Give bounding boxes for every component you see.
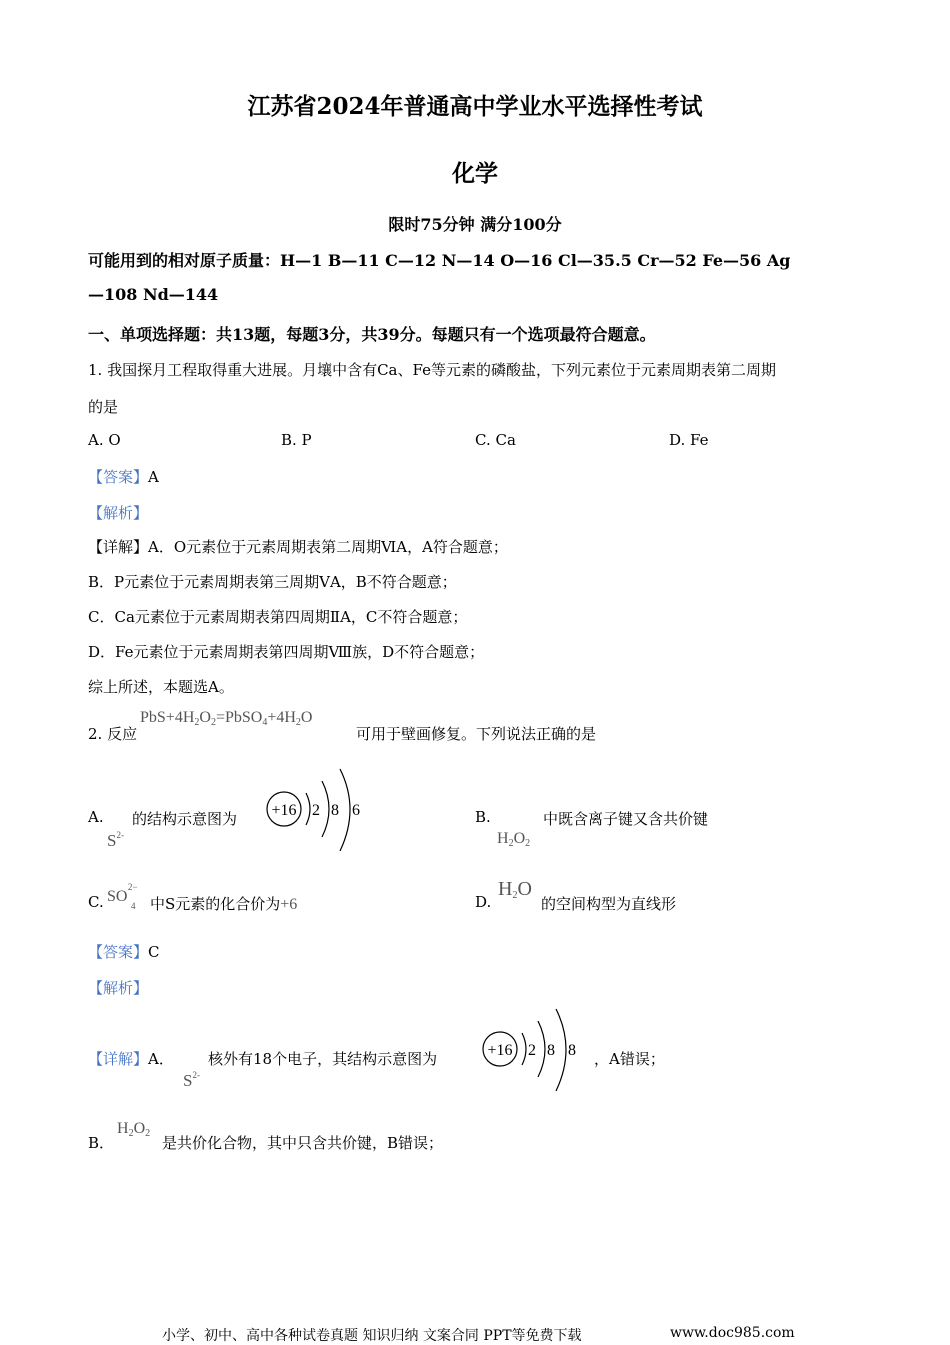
- equation-sub: 2: [295, 717, 301, 728]
- shell-arc-2: [538, 1021, 545, 1077]
- atomic-masses-line1: 可能用到的相对原子质量：H—1 B—11 C—12 N—14 O—16 Cl—35.5 Cr—52 Fe—56 Ag: [88, 251, 791, 270]
- q1-option-a: A. O: [88, 431, 121, 449]
- q1-answer: [88, 466, 159, 487]
- q1-option-d: D. Fe: [669, 431, 709, 449]
- h2o2-sub: 2: [145, 1128, 151, 1139]
- q1-option-b: B. P: [281, 431, 312, 449]
- equation-sub: 2: [194, 717, 200, 728]
- q1-option-c: C. Ca: [475, 431, 516, 449]
- s-charge: 2-: [192, 1070, 200, 1080]
- s-charge: 2-: [116, 830, 124, 840]
- subject-title: 化学: [452, 160, 498, 187]
- equation-part: O: [199, 709, 211, 726]
- q2-option-d-text: 的空间构型为直线形: [541, 895, 677, 913]
- q1-answer-tag: 【答案】: [88, 468, 149, 486]
- shell-electrons-3: 8: [568, 1042, 576, 1059]
- h2o2-o: O: [513, 830, 526, 847]
- q1-detail-a: [88, 536, 508, 557]
- s-ion-formula: [107, 830, 124, 851]
- q2-detail-a-end: ，A错误；: [594, 1050, 665, 1068]
- shell-arc-3: [556, 1009, 566, 1091]
- shell-arc-1: [306, 793, 310, 825]
- so4-sub: 4: [130, 901, 136, 911]
- h2o-h: H: [498, 878, 513, 900]
- h2o2-sub: 2: [128, 1128, 134, 1139]
- q2-equation: [140, 709, 312, 728]
- q2-answer-tag: 【答案】: [88, 943, 149, 961]
- q2-detail-a-text: 核外有18个电子，其结构示意图为: [208, 1050, 438, 1068]
- q1-detail-b: B．P元素位于元素周期表第三周期ⅤA，B不符合题意；: [88, 573, 457, 591]
- q2-option-c-label: C.: [88, 893, 104, 911]
- q2-option-a-label: A.: [88, 808, 104, 826]
- shell-arc-2: [322, 781, 329, 837]
- q2-option-a-text: 的结构示意图为: [132, 810, 238, 828]
- q1-detail-a-text: A．O元素位于元素周期表第二周期ⅥA，A符合题意；: [148, 538, 508, 556]
- equation-part: +4H: [267, 709, 296, 726]
- q2-detail-a-label: A．: [148, 1050, 174, 1068]
- footer-url[interactable]: www.doc985.com: [670, 1325, 795, 1341]
- so4-charge: 2−: [127, 882, 138, 892]
- footer-text: 小学、初中、高中各种试卷真题 知识归纳 文案合同 PPT等免费下载: [162, 1328, 582, 1344]
- h2o-sub: 2: [512, 890, 518, 901]
- h2o2-h: H: [117, 1120, 129, 1137]
- q2-option-c-text: [150, 893, 297, 914]
- equation-sub: 2: [210, 717, 216, 728]
- q1-detail-tag: 【详解】: [88, 538, 149, 556]
- equation-part: =PbSO: [215, 709, 263, 726]
- section1-heading: 一、单项选择题：共13题，每题3分，共39分。每题只有一个选项最符合题意。: [88, 325, 656, 344]
- q1-detail-d: D．Fe元素位于元素周期表第四周期Ⅷ族，D不符合题意；: [88, 643, 485, 661]
- q2-detail-b-label: B．: [88, 1134, 115, 1152]
- atom-structure-diagram-detail: [478, 1005, 590, 1095]
- shell-electrons-2: 8: [547, 1042, 555, 1059]
- h2o2-formula-detail: [117, 1120, 150, 1139]
- q2-option-d-label: D.: [475, 893, 492, 911]
- shell-electrons-3: 6: [352, 802, 360, 819]
- equation-sub: 4: [262, 717, 268, 728]
- shell-arc-3: [340, 769, 350, 851]
- q1-detail-c: C．Ca元素位于元素周期表第四周期ⅡA，C不符合题意；: [88, 608, 468, 626]
- s-symbol: S: [107, 831, 117, 850]
- q1-stem-line1: 1. 我国探月工程取得重大进展。月壤中含有Ca、Fe等元素的磷酸盐，下列元素位于元素周期表第二周期: [88, 361, 776, 379]
- h2o2-sub: 2: [508, 838, 514, 849]
- h2o-formula: [498, 878, 532, 901]
- q1-answer-value: A: [148, 468, 159, 486]
- q2-answer: [88, 941, 160, 962]
- q2-answer-value: C: [148, 943, 160, 961]
- q1-stem-line2: 的是: [88, 398, 119, 416]
- shell-arc-1: [522, 1033, 526, 1065]
- h2o2-sub: 2: [525, 838, 531, 849]
- nucleus-charge: +16: [271, 802, 297, 819]
- shell-electrons-1: 2: [528, 1042, 536, 1059]
- q2-option-b-label: B.: [475, 808, 491, 826]
- q2-option-b-text: 中既含离子键又含共价键: [543, 810, 709, 828]
- q1-analysis-tag: 【解析】: [88, 504, 149, 522]
- q2-detail-a-start: [88, 1048, 174, 1069]
- nucleus-charge: +16: [487, 1042, 513, 1059]
- shell-electrons-1: 2: [312, 802, 320, 819]
- h2o2-h: H: [497, 830, 509, 847]
- s-symbol: S: [183, 1071, 193, 1090]
- h2o2-o: O: [133, 1120, 146, 1137]
- time-info: 限时75分钟 满分100分: [388, 215, 562, 234]
- so4-base: SO: [107, 888, 128, 905]
- atom-structure-diagram-a: [262, 765, 372, 855]
- exam-title: 江苏省2024年普通高中学业水平选择性考试: [247, 93, 703, 120]
- q2-stem-prefix: 2. 反应: [88, 725, 138, 743]
- q2-analysis-tag: 【解析】: [88, 979, 149, 997]
- h2o-o: O: [517, 878, 532, 900]
- q2-stem-suffix: 可用于壁画修复。下列说法正确的是: [356, 725, 597, 743]
- q2-detail-b-text: 是共价化合物，其中只含共价键，B错误；: [162, 1134, 444, 1152]
- q1-conclusion: 综上所述，本题选A。: [88, 678, 234, 696]
- so4-formula: [107, 882, 138, 911]
- s-ion-formula-detail: [183, 1070, 200, 1091]
- equation-part: O: [300, 709, 313, 726]
- shell-electrons-2: 8: [331, 802, 339, 819]
- equation-part: PbS+4H: [140, 709, 195, 726]
- oxidation-value: +6: [280, 896, 298, 913]
- q2-detail-tag: 【详解】: [88, 1050, 149, 1068]
- h2o2-formula: [497, 830, 530, 849]
- q2-option-c-text-main: 中S元素的化合价为: [150, 895, 281, 913]
- atomic-masses-line2: —108 Nd—144: [88, 285, 219, 304]
